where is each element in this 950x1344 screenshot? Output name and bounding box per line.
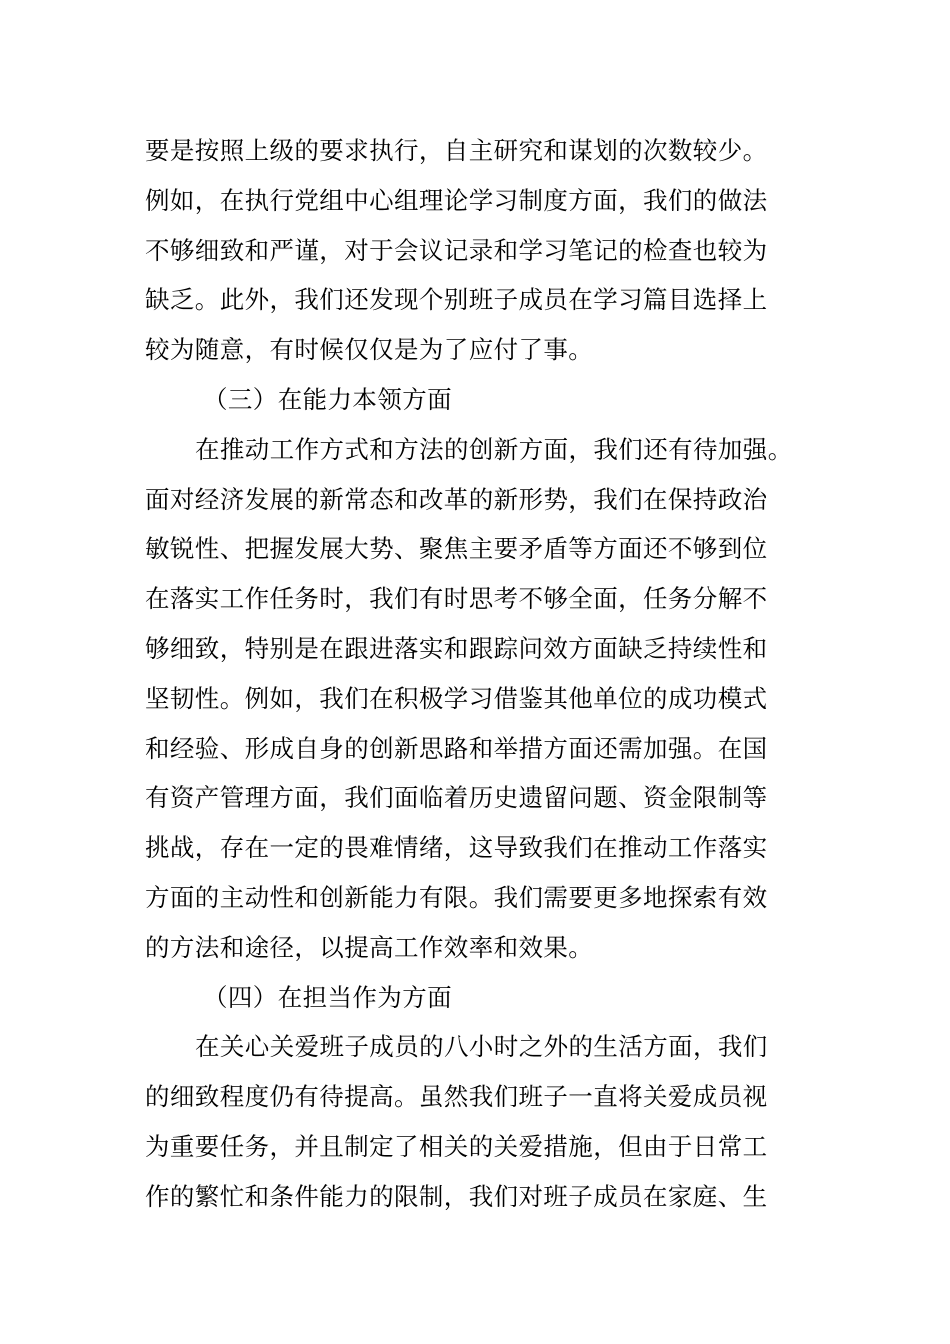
text-line: 缺乏。此外，我们还发现个别班子成员在学习篇目选择上 [145, 285, 768, 315]
text-line: 敏锐性、把握发展大势、聚焦主要矛盾等方面还不够到位 [145, 534, 768, 564]
text-line: 不够细致和严谨，对于会议记录和学习笔记的检查也较为 [145, 235, 768, 265]
section-heading-3: （三）在能力本领方面 [203, 384, 452, 414]
text-line: 面对经济发展的新常态和改革的新形势，我们在保持政治 [145, 484, 768, 514]
section-heading-4: （四）在担当作为方面 [203, 982, 452, 1012]
paragraph-first-line: 在关心关爱班子成员的八小时之外的生活方面，我们 [195, 1032, 768, 1062]
text-line: 为重要任务，并且制定了相关的关爱措施，但由于日常工 [145, 1131, 768, 1161]
text-line: 方面的主动性和创新能力有限。我们需要更多地探索有效 [145, 882, 768, 912]
text-line: 例如，在执行党组中心组理论学习制度方面，我们的做法 [145, 185, 768, 215]
text-line: 的细致程度仍有待提高。虽然我们班子一直将关爱成员视 [145, 1082, 768, 1112]
text-line: 较为随意，有时候仅仅是为了应付了事。 [145, 335, 594, 365]
text-line: 和经验、形成自身的创新思路和举措方面还需加强。在国 [145, 733, 768, 763]
text-line: 挑战，存在一定的畏难情绪，这导致我们在推动工作落实 [145, 833, 768, 863]
document-body [145, 126, 825, 1222]
text-line: 够细致，特别是在跟进落实和跟踪问效方面缺乏持续性和 [145, 633, 768, 663]
text-line: 有资产管理方面，我们面临着历史遗留问题、资金限制等 [145, 783, 768, 813]
text-line: 作的繁忙和条件能力的限制，我们对班子成员在家庭、生 [145, 1181, 768, 1211]
text-line: 的方法和途径，以提高工作效率和效果。 [145, 932, 594, 962]
text-line: 在落实工作任务时，我们有时思考不够全面，任务分解不 [145, 584, 768, 614]
text-line: 坚韧性。例如，我们在积极学习借鉴其他单位的成功模式 [145, 683, 768, 713]
text-line: 要是按照上级的要求执行，自主研究和谋划的次数较少。 [145, 136, 768, 165]
paragraph-first-line: 在推动工作方式和方法的创新方面，我们还有待加强。 [195, 434, 793, 464]
